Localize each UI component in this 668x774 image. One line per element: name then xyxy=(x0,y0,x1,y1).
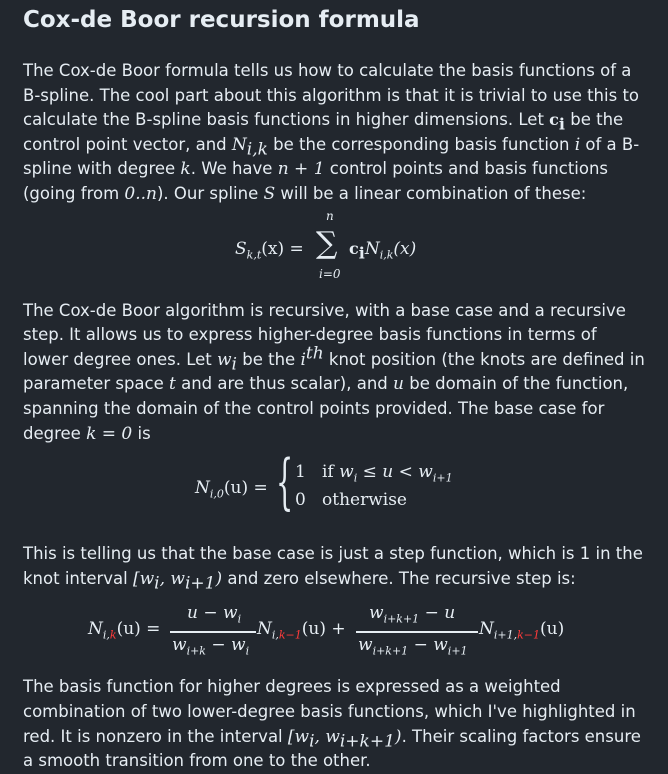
eq1-lhs: $S_{k,t}(x)$ = xyxy=(235,238,304,261)
page-title: Cox-de Boor recursion formula xyxy=(23,7,420,33)
sum-symbol: ∑ xyxy=(316,225,338,261)
paragraph-intro: The Cox-de Boor formula tells us how to calculate the basis functions of a B-spline. The cool part about this algorithm is that it is trivial to use this to calculate the B-spline basis functions in higher dimensions. Let $c_i$ be the control point vector, and $N_{i,k}$ be the corresponding basis function i of a B-spline with degree k. We have n + 1 control points and basis functions (going from 0..n). Our spline S will be a linear combination of these: xyxy=(23,61,640,204)
eq3-lhs: $N_{i,k}(u)$ = xyxy=(88,619,161,642)
case1-value: 1 xyxy=(295,462,306,483)
fraction1-numerator: $u - w_i$ xyxy=(187,603,242,626)
eq2-lhs: $N_{i,0}(u)$ = xyxy=(195,478,268,501)
paragraph-step: This is telling us that the base case is just a step function, which is 1 in the knot interval [$w_i$, $w_{i+1}$) and zero elsewhere. The recursive step is: xyxy=(23,544,643,594)
fraction2-bar xyxy=(356,631,478,632)
case1-condition: if $w_i \le u < w_{i+1}$ xyxy=(322,462,453,485)
equation-base-case xyxy=(23,447,646,538)
equation-spline-sum xyxy=(23,208,646,293)
fraction1-denominator: $w_{i+k} - w_i$ xyxy=(172,635,250,658)
paragraph-recursion: The Cox-de Boor algorithm is recursive, with a base case and a recursive step. It allows us to express higher-degree basis functions in terms of lower degree ones. Let $w_i$ be the $i^{th}$ knot position (the knots are defined in parameter space t and are thus scalar), and u be domain of the function, spanning the domain of the control points provided. The base case for degree k = 0 is xyxy=(23,300,645,444)
fraction1-bar xyxy=(170,631,256,632)
fraction2-numerator: $w_{i+k+1} - u$ xyxy=(369,603,456,626)
fraction2-denominator: $w_{i+k+1} - w_{i+1}$ xyxy=(358,635,468,658)
paragraph-conclusion: The basis function for higher degrees is expressed as a weighted combination of two lower-degree basis functions, which I've highlighted in red. It is nonzero in the interval [$w_i$, $w_{i+k+1}$). Their scaling factors ensure a smooth transition from one to the other. xyxy=(23,677,641,771)
eq1-rhs: $c_iN_{i,k}(x)$ xyxy=(349,238,417,262)
case2-condition: otherwise xyxy=(322,490,407,511)
case-brace: { xyxy=(276,447,294,518)
sum-lower-limit: i=0 xyxy=(319,266,341,281)
equation-recursive-step xyxy=(23,597,646,669)
eq3-term1: $N_{i,k-1}(u)$ + xyxy=(257,619,346,642)
eq3-term2: $N_{i+1,k-1}(u)$ xyxy=(479,619,565,642)
case2-value: 0 xyxy=(295,490,306,511)
sum-upper-limit: n xyxy=(326,208,334,223)
